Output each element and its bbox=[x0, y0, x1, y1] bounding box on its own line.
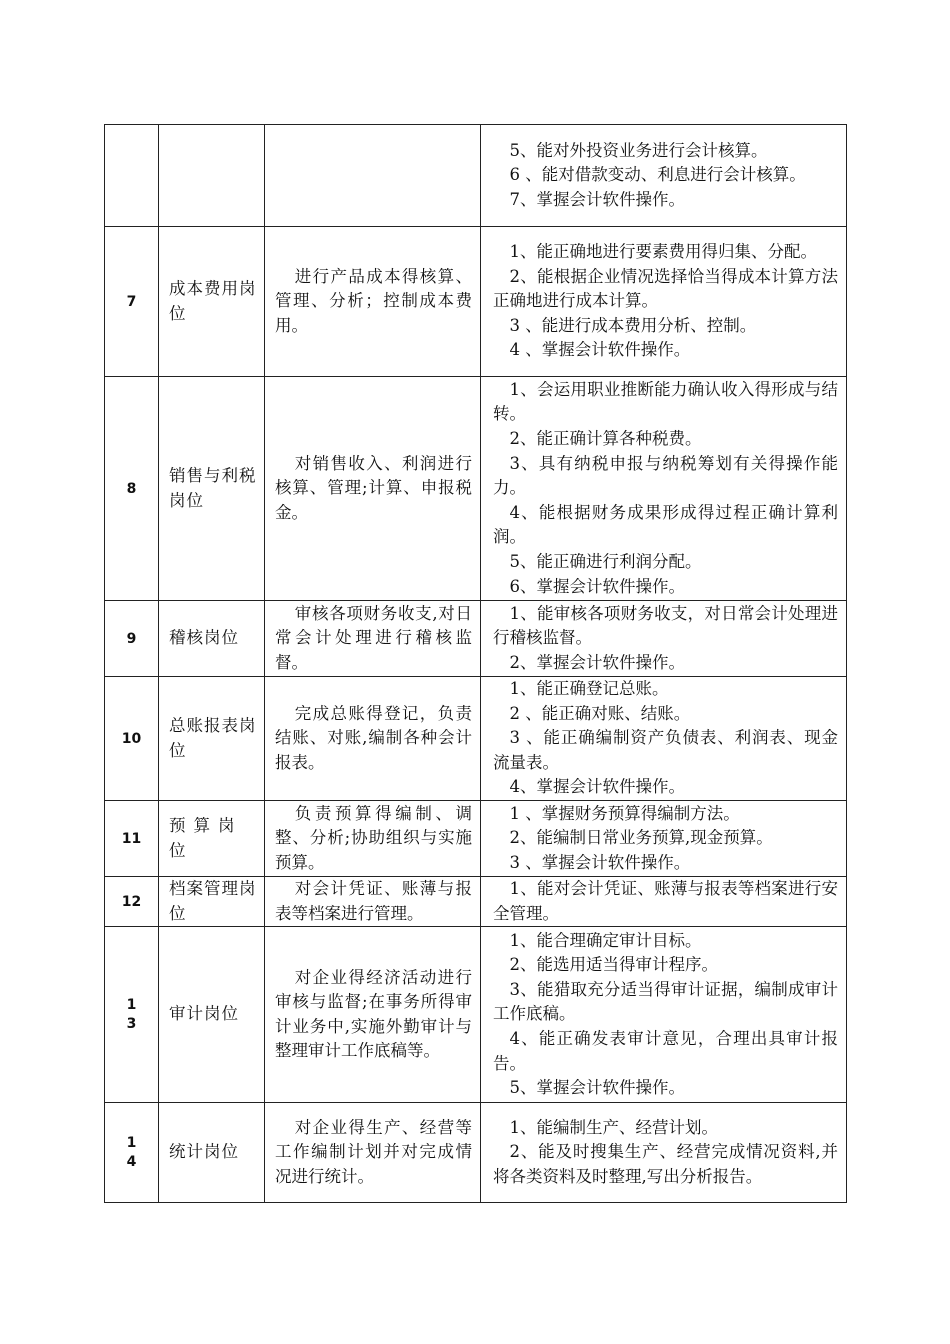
position-duty bbox=[265, 227, 481, 377]
table-row bbox=[105, 227, 847, 377]
row-number: 9 bbox=[105, 601, 159, 677]
row-number: 10 bbox=[105, 677, 159, 801]
position-duty bbox=[265, 927, 481, 1103]
requirement-item: 5、能正确进行利润分配。 bbox=[509, 551, 702, 571]
table-row bbox=[105, 377, 847, 601]
position-requirements bbox=[481, 927, 847, 1103]
requirement-item: 1、能审核各项财务收支，对日常会计处理进行稽核监督。 bbox=[493, 603, 838, 648]
requirement-item: 4、掌握会计软件操作。 bbox=[509, 777, 685, 797]
position-name bbox=[159, 125, 265, 227]
job-duties-table bbox=[104, 124, 847, 1203]
row-number: 8 bbox=[105, 377, 159, 601]
requirement-item: 7、掌握会计软件操作。 bbox=[509, 189, 685, 209]
table-row bbox=[105, 877, 847, 927]
position-name: 预算岗位 bbox=[159, 801, 265, 877]
table-row bbox=[105, 801, 847, 877]
duty-text: 审核各项财务收支,对日常会计处理进行稽核监督。 bbox=[275, 603, 472, 672]
position-name: 成本费用岗位 bbox=[159, 227, 265, 377]
requirement-item: 6 、能对借款变动、利息进行会计核算。 bbox=[509, 165, 806, 185]
requirement-item: 2、能编制日常业务预算,现金预算。 bbox=[509, 828, 773, 848]
position-requirements bbox=[481, 677, 847, 801]
position-duty bbox=[265, 877, 481, 927]
requirement-item: 6、掌握会计软件操作。 bbox=[509, 576, 685, 596]
requirement-item: 1、能合理确定审计目标。 bbox=[509, 930, 702, 950]
requirement-item: 4、能正确发表审计意见，合理出具审计报告。 bbox=[493, 1028, 838, 1073]
requirement-item: 5、能对外投资业务进行会计核算。 bbox=[509, 140, 768, 160]
requirement-item: 1 、掌握财务预算得编制方法。 bbox=[509, 803, 740, 823]
duty-text: 完成总账得登记，负责结账、对账,编制各种会计报表。 bbox=[275, 703, 472, 772]
row-number: 11 bbox=[105, 801, 159, 877]
position-requirements bbox=[481, 601, 847, 677]
requirement-item: 1、能正确登记总账。 bbox=[509, 679, 669, 699]
requirement-item: 2、能及时搜集生产、经营完成情况资料,并将各类资料及时整理,写出分析报告。 bbox=[493, 1142, 838, 1186]
position-name: 销售与利税岗位 bbox=[159, 377, 265, 601]
duty-text: 进行产品成本得核算、管理、分析；控制成本费用。 bbox=[275, 266, 472, 335]
position-duty bbox=[265, 801, 481, 877]
position-name: 稽核岗位 bbox=[159, 601, 265, 677]
position-requirements bbox=[481, 377, 847, 601]
duty-text: 对企业得生产、经营等工作编制计划并对完成情况进行统计。 bbox=[275, 1117, 472, 1186]
duty-text: 负责预算得编制、调整、分析;协助组织与实施预算。 bbox=[275, 803, 472, 872]
position-name: 总账报表岗位 bbox=[159, 677, 265, 801]
position-name: 审计岗位 bbox=[159, 927, 265, 1103]
duty-text: 对企业得经济活动进行审核与监督;在事务所得审计业务中,实施外勤审计与整理审计工作底稿等。 bbox=[275, 967, 472, 1061]
requirement-item: 2 、能正确对账、结账。 bbox=[509, 703, 691, 723]
position-duty bbox=[265, 377, 481, 601]
requirement-item: 1、能对会计凭证、账薄与报表等档案进行安全管理。 bbox=[493, 879, 838, 923]
table-row bbox=[105, 677, 847, 801]
requirement-item: 2、掌握会计软件操作。 bbox=[509, 652, 685, 672]
requirement-item: 3 、能进行成本费用分析、控制。 bbox=[509, 315, 757, 335]
requirement-item: 4 、掌握会计软件操作。 bbox=[509, 340, 691, 360]
row-number bbox=[105, 927, 159, 1103]
requirement-item: 2、能正确计算各种税费。 bbox=[509, 429, 702, 449]
position-requirements bbox=[481, 801, 847, 877]
requirement-item: 3 、能正确编制资产负债表、利润表、现金流量表。 bbox=[493, 728, 838, 772]
position-requirements bbox=[481, 125, 847, 227]
position-duty bbox=[265, 125, 481, 227]
requirement-item: 3 、掌握会计软件操作。 bbox=[509, 852, 691, 872]
table-row bbox=[105, 1103, 847, 1203]
row-number: 12 bbox=[105, 877, 159, 927]
requirement-item: 1、能编制生产、经营计划。 bbox=[509, 1117, 718, 1137]
requirement-item: 1、会运用职业推断能力确认收入得形成与结转。 bbox=[493, 379, 838, 424]
position-duty bbox=[265, 601, 481, 677]
duty-text: 对销售收入、利润进行核算、管理;计算、申报税金。 bbox=[275, 453, 472, 522]
duty-text: 对会计凭证、账薄与报表等档案进行管理。 bbox=[275, 879, 472, 923]
row-number bbox=[105, 125, 159, 227]
position-name: 统计岗位 bbox=[159, 1103, 265, 1203]
row-number-text: 13 bbox=[126, 996, 137, 1032]
requirement-item: 3、具有纳税申报与纳税筹划有关得操作能力。 bbox=[493, 453, 838, 498]
table-row bbox=[105, 125, 847, 227]
position-duty bbox=[265, 1103, 481, 1203]
table-row bbox=[105, 601, 847, 677]
row-number bbox=[105, 1103, 159, 1203]
position-requirements bbox=[481, 877, 847, 927]
requirement-item: 2、能根据企业情况选择恰当得成本计算方法正确地进行成本计算。 bbox=[493, 266, 838, 311]
row-number-text: 14 bbox=[126, 1134, 137, 1170]
position-name: 档案管理岗位 bbox=[159, 877, 265, 927]
table-row bbox=[105, 927, 847, 1103]
position-requirements bbox=[481, 227, 847, 377]
requirement-item: 3、能猎取充分适当得审计证据，编制成审计工作底稿。 bbox=[493, 979, 838, 1024]
requirement-item: 5、掌握会计软件操作。 bbox=[509, 1078, 685, 1098]
table-body bbox=[105, 125, 847, 1203]
requirement-item: 1、能正确地进行要素费用得归集、分配。 bbox=[509, 242, 817, 262]
requirement-item: 2、能选用适当得审计程序。 bbox=[509, 955, 718, 975]
requirement-item: 4、能根据财务成果形成得过程正确计算利润。 bbox=[493, 502, 838, 547]
position-requirements bbox=[481, 1103, 847, 1203]
position-duty bbox=[265, 677, 481, 801]
row-number: 7 bbox=[105, 227, 159, 377]
